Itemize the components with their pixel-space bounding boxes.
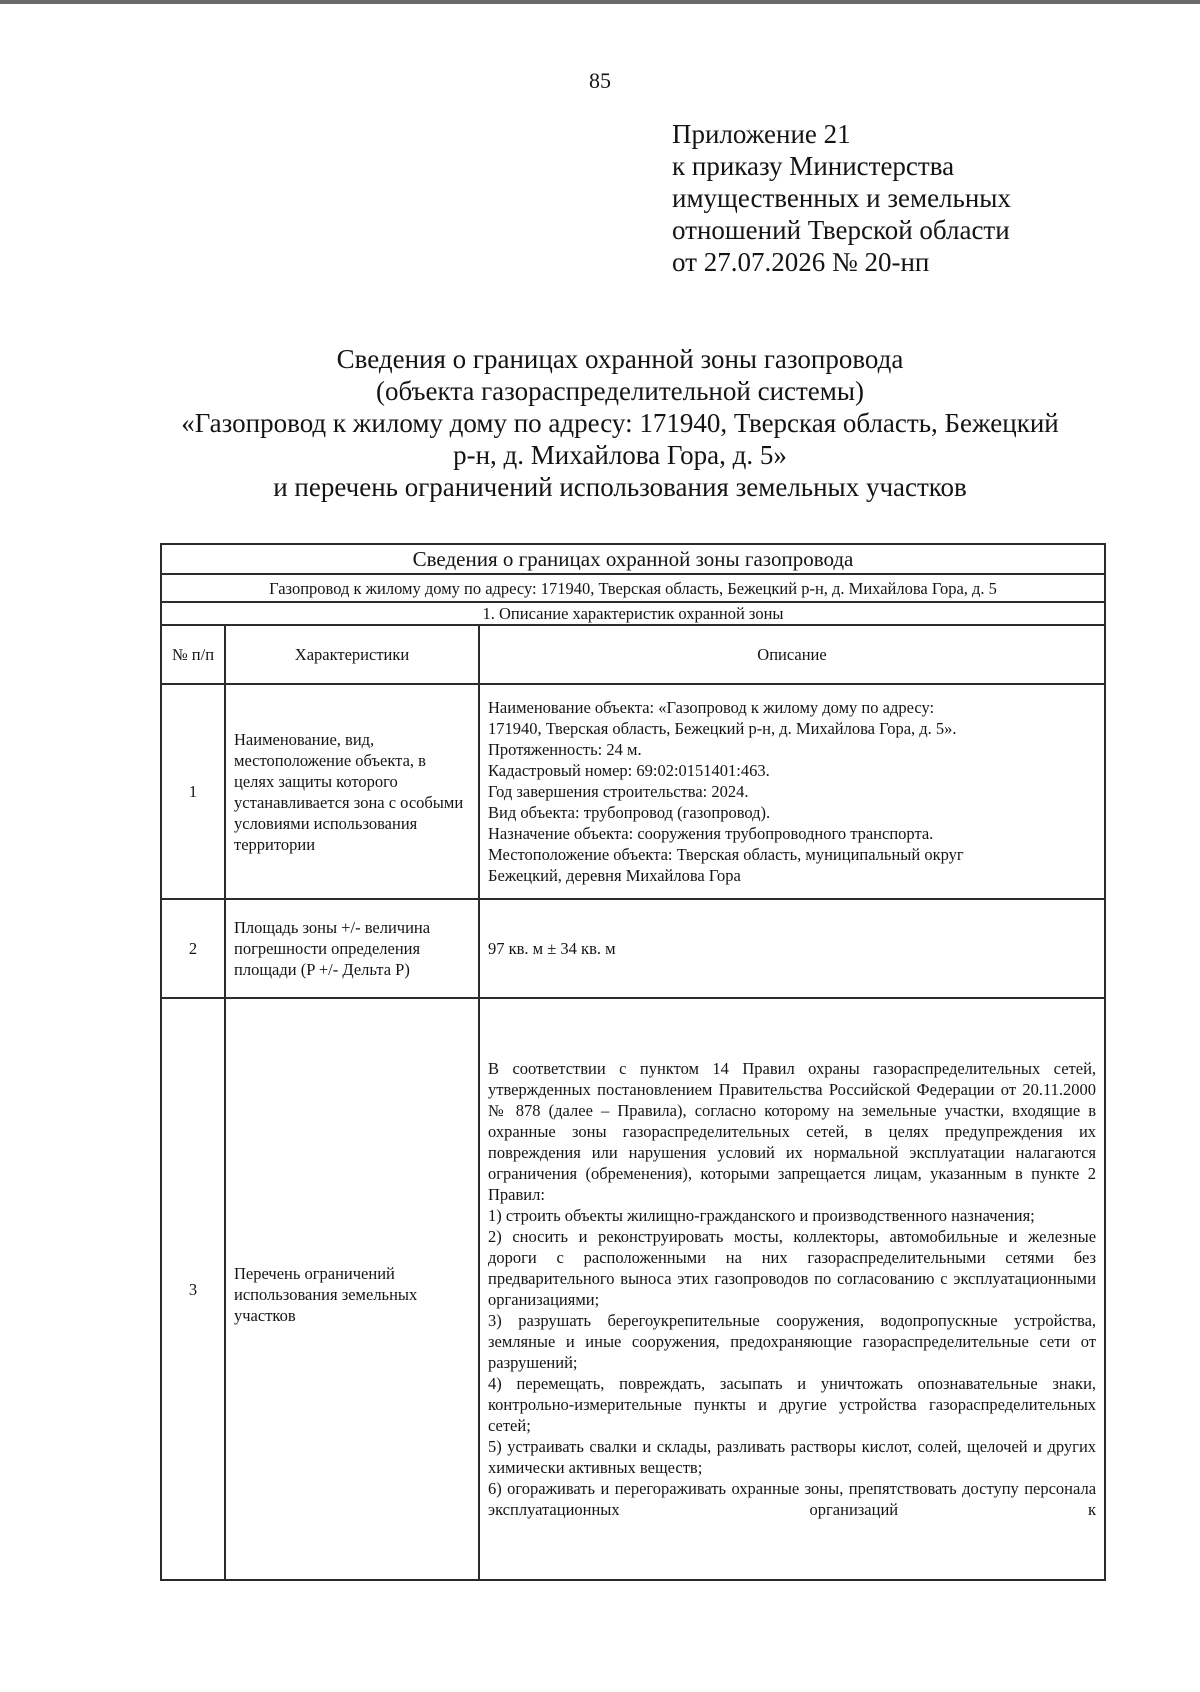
table-section-row: [161, 602, 1105, 625]
restriction-paragraph: 1) строить объекты жилищно-гражданского и производственного назначения;: [488, 1206, 1035, 1225]
title-line: Сведения о границах охранной зоны газопровода: [336, 344, 904, 374]
row-characteristic: Наименование, вид, местоположение объекта, в целях защиты которого устанавливается зона с особыми условиями использования территории: [225, 684, 479, 899]
restriction-paragraph: 3) разрушать берегоукрепительные сооружения, водопропускные устройства, земляные и иные сооружения, предохраняющие газораспределительные сети от разрушений;: [488, 1311, 1097, 1372]
restriction-paragraph: 2) сносить и реконструировать мосты, коллекторы, автомобильные и железные дороги с расположенными на них газораспределительными сетями без предварительного выноса этих газопроводов по согласованию с эксплуатационными организациями;: [488, 1227, 1097, 1309]
appendix-line: отношений Тверской области: [672, 215, 1010, 245]
column-header-num: [161, 625, 225, 684]
table-subheading: Газопровод к жилому дому по адресу: 171940, Тверская область, Бежецкий р-н, д. Михайлова Гора, д. 5: [161, 574, 1105, 602]
row-characteristic: Перечень ограничений использования земельных участков: [225, 998, 479, 1580]
appendix-block: [672, 118, 1011, 278]
title-line: р-н, д. Михайлова Гора, д. 5»: [453, 440, 787, 470]
row-number: 1: [161, 684, 225, 899]
scan-top-edge: [0, 0, 1200, 4]
description-line: Протяженность: 24 м.: [488, 740, 642, 759]
row-description: [479, 998, 1105, 1580]
table-subheading-row: [161, 574, 1105, 602]
document-title: [0, 343, 1200, 503]
restriction-paragraph: 6) огораживать и перегораживать охранные зоны, препятствовать доступу персонала эксплуатационных организаций к: [488, 1479, 1097, 1519]
description-line: 171940, Тверская область, Бежецкий р-н, д. Михайлова Гора, д. 5».: [488, 719, 957, 738]
section-title: 1. Описание характеристик охранной зоны: [161, 602, 1105, 625]
row-number: 3: [161, 998, 225, 1580]
appendix-line: от 27.07.2026 № 20-нп: [672, 247, 930, 277]
protection-zone-table: [160, 543, 1106, 1581]
row-description: [479, 684, 1105, 899]
description-line: Бежецкий, деревня Михайлова Гора: [488, 866, 741, 885]
row-description: 97 кв. м ± 34 кв. м: [479, 899, 1105, 998]
appendix-line: к приказу Министерства: [672, 151, 955, 181]
description-line: Год завершения строительства: 2024.: [488, 782, 749, 801]
table-heading-row: [161, 544, 1105, 574]
column-header-characteristics: Характеристики: [225, 625, 479, 684]
table-row: [161, 998, 1105, 1580]
title-line: и перечень ограничений использования земельных участков: [273, 472, 967, 502]
appendix-line: Приложение 21: [672, 119, 851, 149]
row-number: 2: [161, 899, 225, 998]
description-line: Местоположение объекта: Тверская область, муниципальный округ: [488, 845, 964, 864]
description-line: Кадастровый номер: 69:02:0151401:463.: [488, 761, 770, 780]
page-number: 85: [589, 68, 611, 93]
description-line: Вид объекта: трубопровод (газопровод).: [488, 803, 771, 822]
title-line: (объекта газораспределительной системы): [375, 376, 865, 406]
description-line: Наименование объекта: «Газопровод к жилому дому по адресу:: [488, 698, 935, 717]
restriction-paragraph: 4) перемещать, повреждать, засыпать и уничтожать опознавательные знаки, контрольно-измерительные пункты и другие устройства газораспределительных сетей;: [488, 1374, 1097, 1435]
table-row: [161, 684, 1105, 899]
description-line: Назначение объекта: сооружения трубопроводного транспорта.: [488, 824, 934, 843]
column-header-description: Описание: [479, 625, 1105, 684]
title-line: «Газопровод к жилому дому по адресу: 171940, Тверская область, Бежецкий: [181, 408, 1059, 438]
table-row: [161, 899, 1105, 998]
restriction-paragraph: В соответствии с пунктом 14 Правил охраны газораспределительных сетей, утвержденных постановлением Правительства Российской Федерации от 20.11.2000 № 878 (далее – Правила), согласно которому на земельные участки, входящие в охранные зоны газораспределительных сетей, в целях предупреждения их повреждения или нарушения условий их нормальной эксплуатации налагаются ограничения (обременения), которыми запрещается лицам, указанным в пункте 2 Правил:: [488, 1059, 1097, 1204]
table-heading: Сведения о границах охранной зоны газопровода: [161, 544, 1105, 574]
row-characteristic: Площадь зоны +/- величина погрешности определения площади (P +/- Дельта P): [225, 899, 479, 998]
column-header-row: [161, 625, 1105, 684]
restriction-paragraph: 5) устраивать свалки и склады, разливать растворы кислот, солей, щелочей и других химически активных веществ;: [488, 1437, 1097, 1477]
appendix-line: имущественных и земельных: [672, 183, 1011, 213]
column-header-num-label: № п/п: [171, 645, 215, 664]
